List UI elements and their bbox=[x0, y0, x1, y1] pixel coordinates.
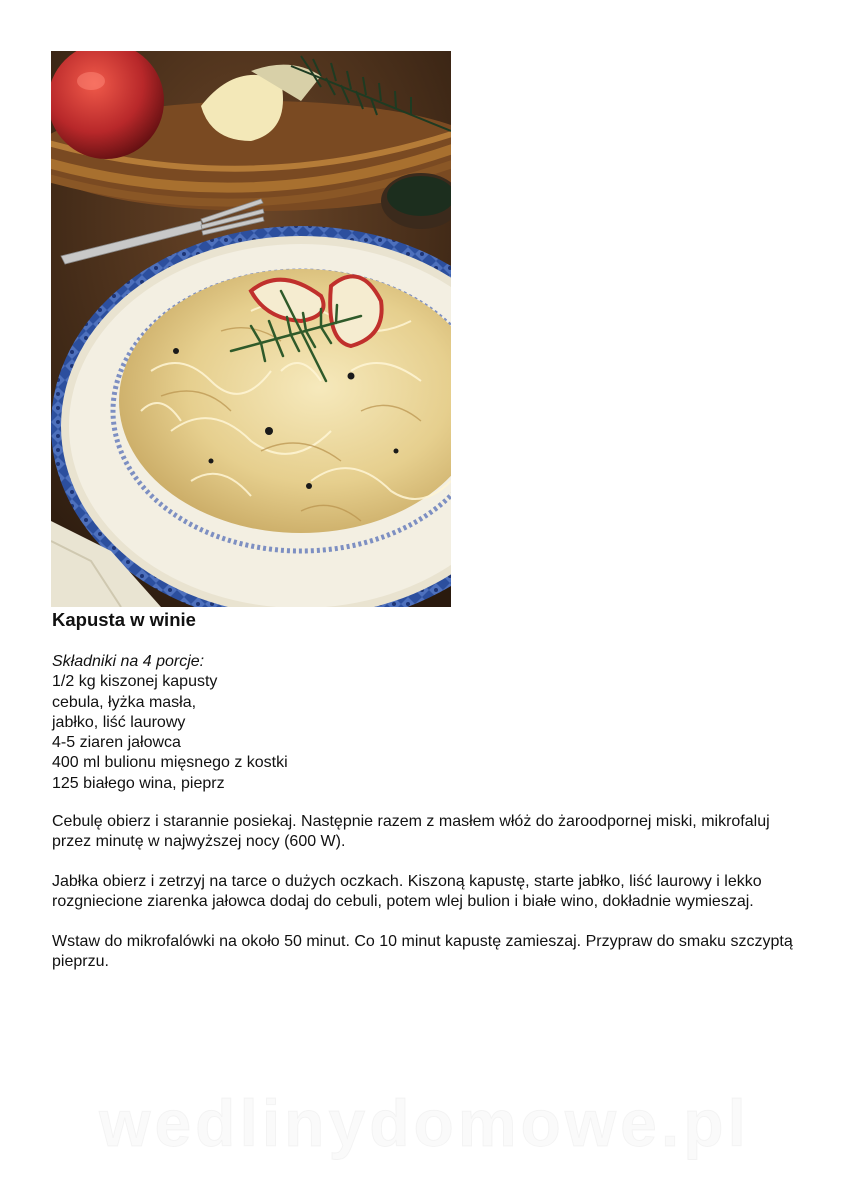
recipe-photo bbox=[51, 51, 451, 607]
ingredient-item: 1/2 kg kiszonej kapusty bbox=[52, 673, 218, 691]
ingredients-block bbox=[52, 652, 288, 794]
ingredient-item: cebula, łyżka masła, bbox=[52, 693, 197, 711]
step-paragraph: Wstaw do mikrofalówki na około 50 minut. Co 10 minut kapustę zamieszaj. Przypraw do smaku szczyptą pieprzu. bbox=[52, 933, 793, 970]
site-watermark: wedlinydomowe.pl bbox=[99, 1086, 750, 1160]
step-paragraph: Jabłka obierz i zetrzyj na tarce o dużych oczkach. Kiszoną kapustę, starte jabłko, liść laurowy i lekko rozgniecione ziarenka jałowca dodaj do cebuli, potem wlej bulion i białe wino, dokładnie wymieszaj. bbox=[52, 873, 762, 910]
recipe-title: Kapusta w winie bbox=[52, 609, 196, 630]
ingredient-item: 400 ml bulionu mięsnego z kostki bbox=[52, 754, 288, 772]
ingredient-item: jabłko, liść laurowy bbox=[52, 713, 186, 731]
ingredient-item: 4-5 ziaren jałowca bbox=[52, 734, 181, 752]
preparation-steps bbox=[52, 812, 797, 992]
ingredients-heading: Składniki na 4 porcje: bbox=[52, 653, 205, 670]
step-paragraph: Cebulę obierz i starannie posiekaj. Następnie razem z masłem włóż do żaroodpornej miski, mikrofaluj przez minutę w najwyższej nocy (600 W). bbox=[52, 813, 770, 850]
sauerkraut-dish-image bbox=[51, 51, 451, 607]
ingredient-item: 125 białego wina, pieprz bbox=[52, 774, 225, 792]
